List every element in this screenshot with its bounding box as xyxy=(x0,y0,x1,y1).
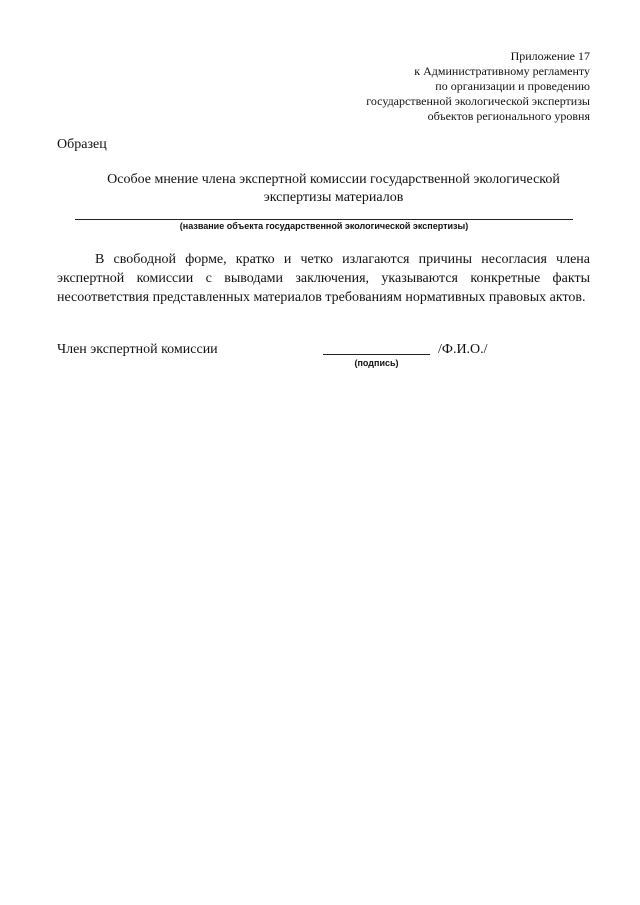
appendix-line: по организации и проведению xyxy=(435,79,590,93)
document-title xyxy=(57,171,610,207)
object-name-caption: (название объекта государственной экологической экспертизы) xyxy=(179,221,469,231)
sample-label: Образец xyxy=(57,137,107,152)
title-line: экспертизы материалов xyxy=(263,190,404,205)
appendix-line: государственной экологической экспертизы xyxy=(366,94,590,108)
title-line: Особое мнение члена экспертной комиссии государственной экологической xyxy=(107,172,560,187)
signature-line xyxy=(323,354,430,355)
body-paragraph: В свободной форме, кратко и четко излагаются причины несогласия члена экспертной комиссии с выводами заключения, указываются конкретные факты несоответствия представленных материалов требованиям нормативных правовых актов. xyxy=(57,252,590,305)
fio-label: /Ф.И.О./ xyxy=(438,342,488,357)
appendix-header xyxy=(366,49,590,124)
member-label: Член экспертной комиссии xyxy=(57,342,218,357)
appendix-line: объектов регионального уровня xyxy=(427,109,590,123)
appendix-line: Приложение 17 xyxy=(510,49,590,63)
object-name-line xyxy=(75,219,573,220)
appendix-line: к Административному регламенту xyxy=(414,64,590,78)
signature-caption: (подпись) xyxy=(354,358,399,368)
